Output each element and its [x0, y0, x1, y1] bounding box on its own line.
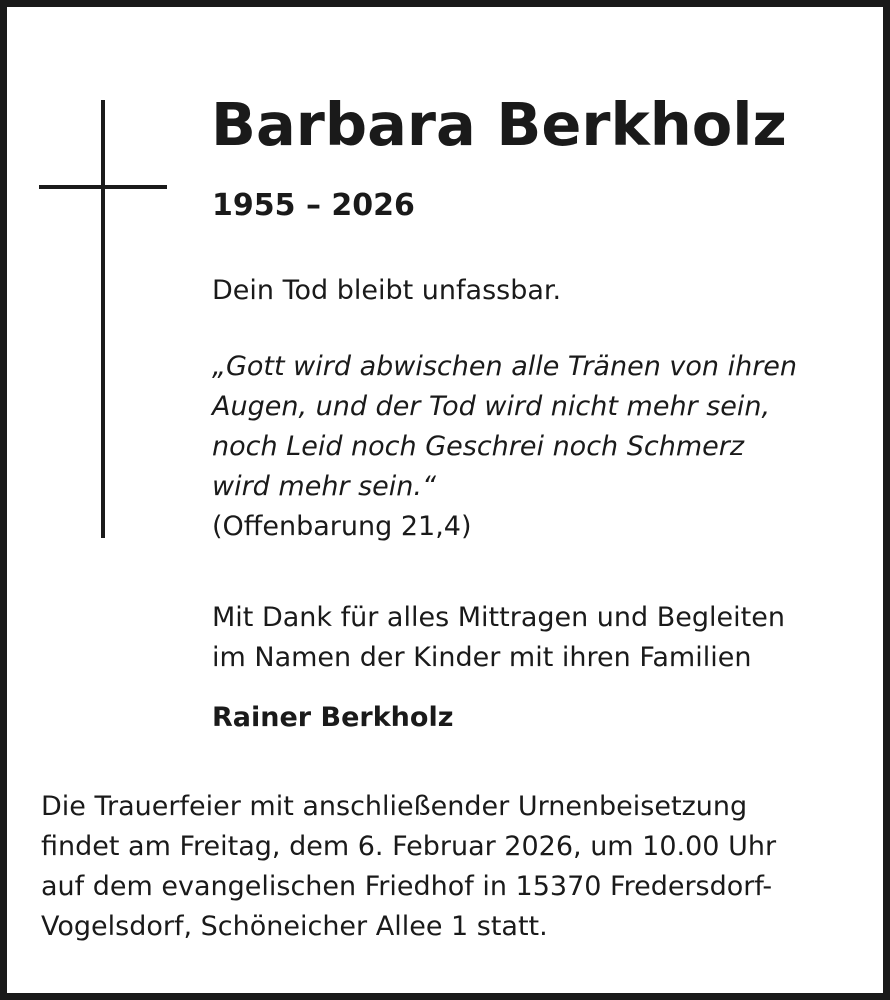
- funeral-line: findet am Freitag, dem 6. Februar 2026, um 10.00 Uhr: [41, 831, 777, 862]
- life-years: 1955 – 2026: [212, 188, 415, 223]
- thanks-line: Mit Dank für alles Mittragen und Begleiten: [212, 602, 785, 633]
- deceased-name: Barbara Berkholz: [211, 90, 787, 159]
- quote-reference: (Offenbarung 21,4): [212, 511, 472, 542]
- bible-quote: [212, 347, 797, 547]
- thanks-line: im Namen der Kinder mit ihren Familien: [212, 642, 752, 673]
- quote-line: Augen, und der Tod wird nicht mehr sein,: [212, 391, 771, 422]
- quote-line: wird mehr sein.“: [212, 471, 436, 502]
- cross-horizontal-bar: [39, 185, 167, 189]
- signature: Rainer Berkholz: [212, 702, 454, 733]
- funeral-line: auf dem evangelischen Friedhof in 15370 Fredersdorf-: [41, 871, 773, 902]
- funeral-line: Die Trauerfeier mit anschließender Urnenbeisetzung: [41, 791, 748, 822]
- funeral-info: [41, 787, 776, 947]
- quote-line: noch Leid noch Geschrei noch Schmerz: [212, 431, 745, 462]
- tagline: Dein Tod bleibt unfassbar.: [212, 275, 562, 306]
- funeral-line: Vogelsdorf, Schöneicher Allee 1 statt.: [41, 911, 548, 942]
- quote-line: „Gott wird abwischen alle Tränen von ihren: [212, 351, 798, 382]
- thanks-text: [212, 598, 785, 678]
- cross-vertical-bar: [101, 100, 105, 538]
